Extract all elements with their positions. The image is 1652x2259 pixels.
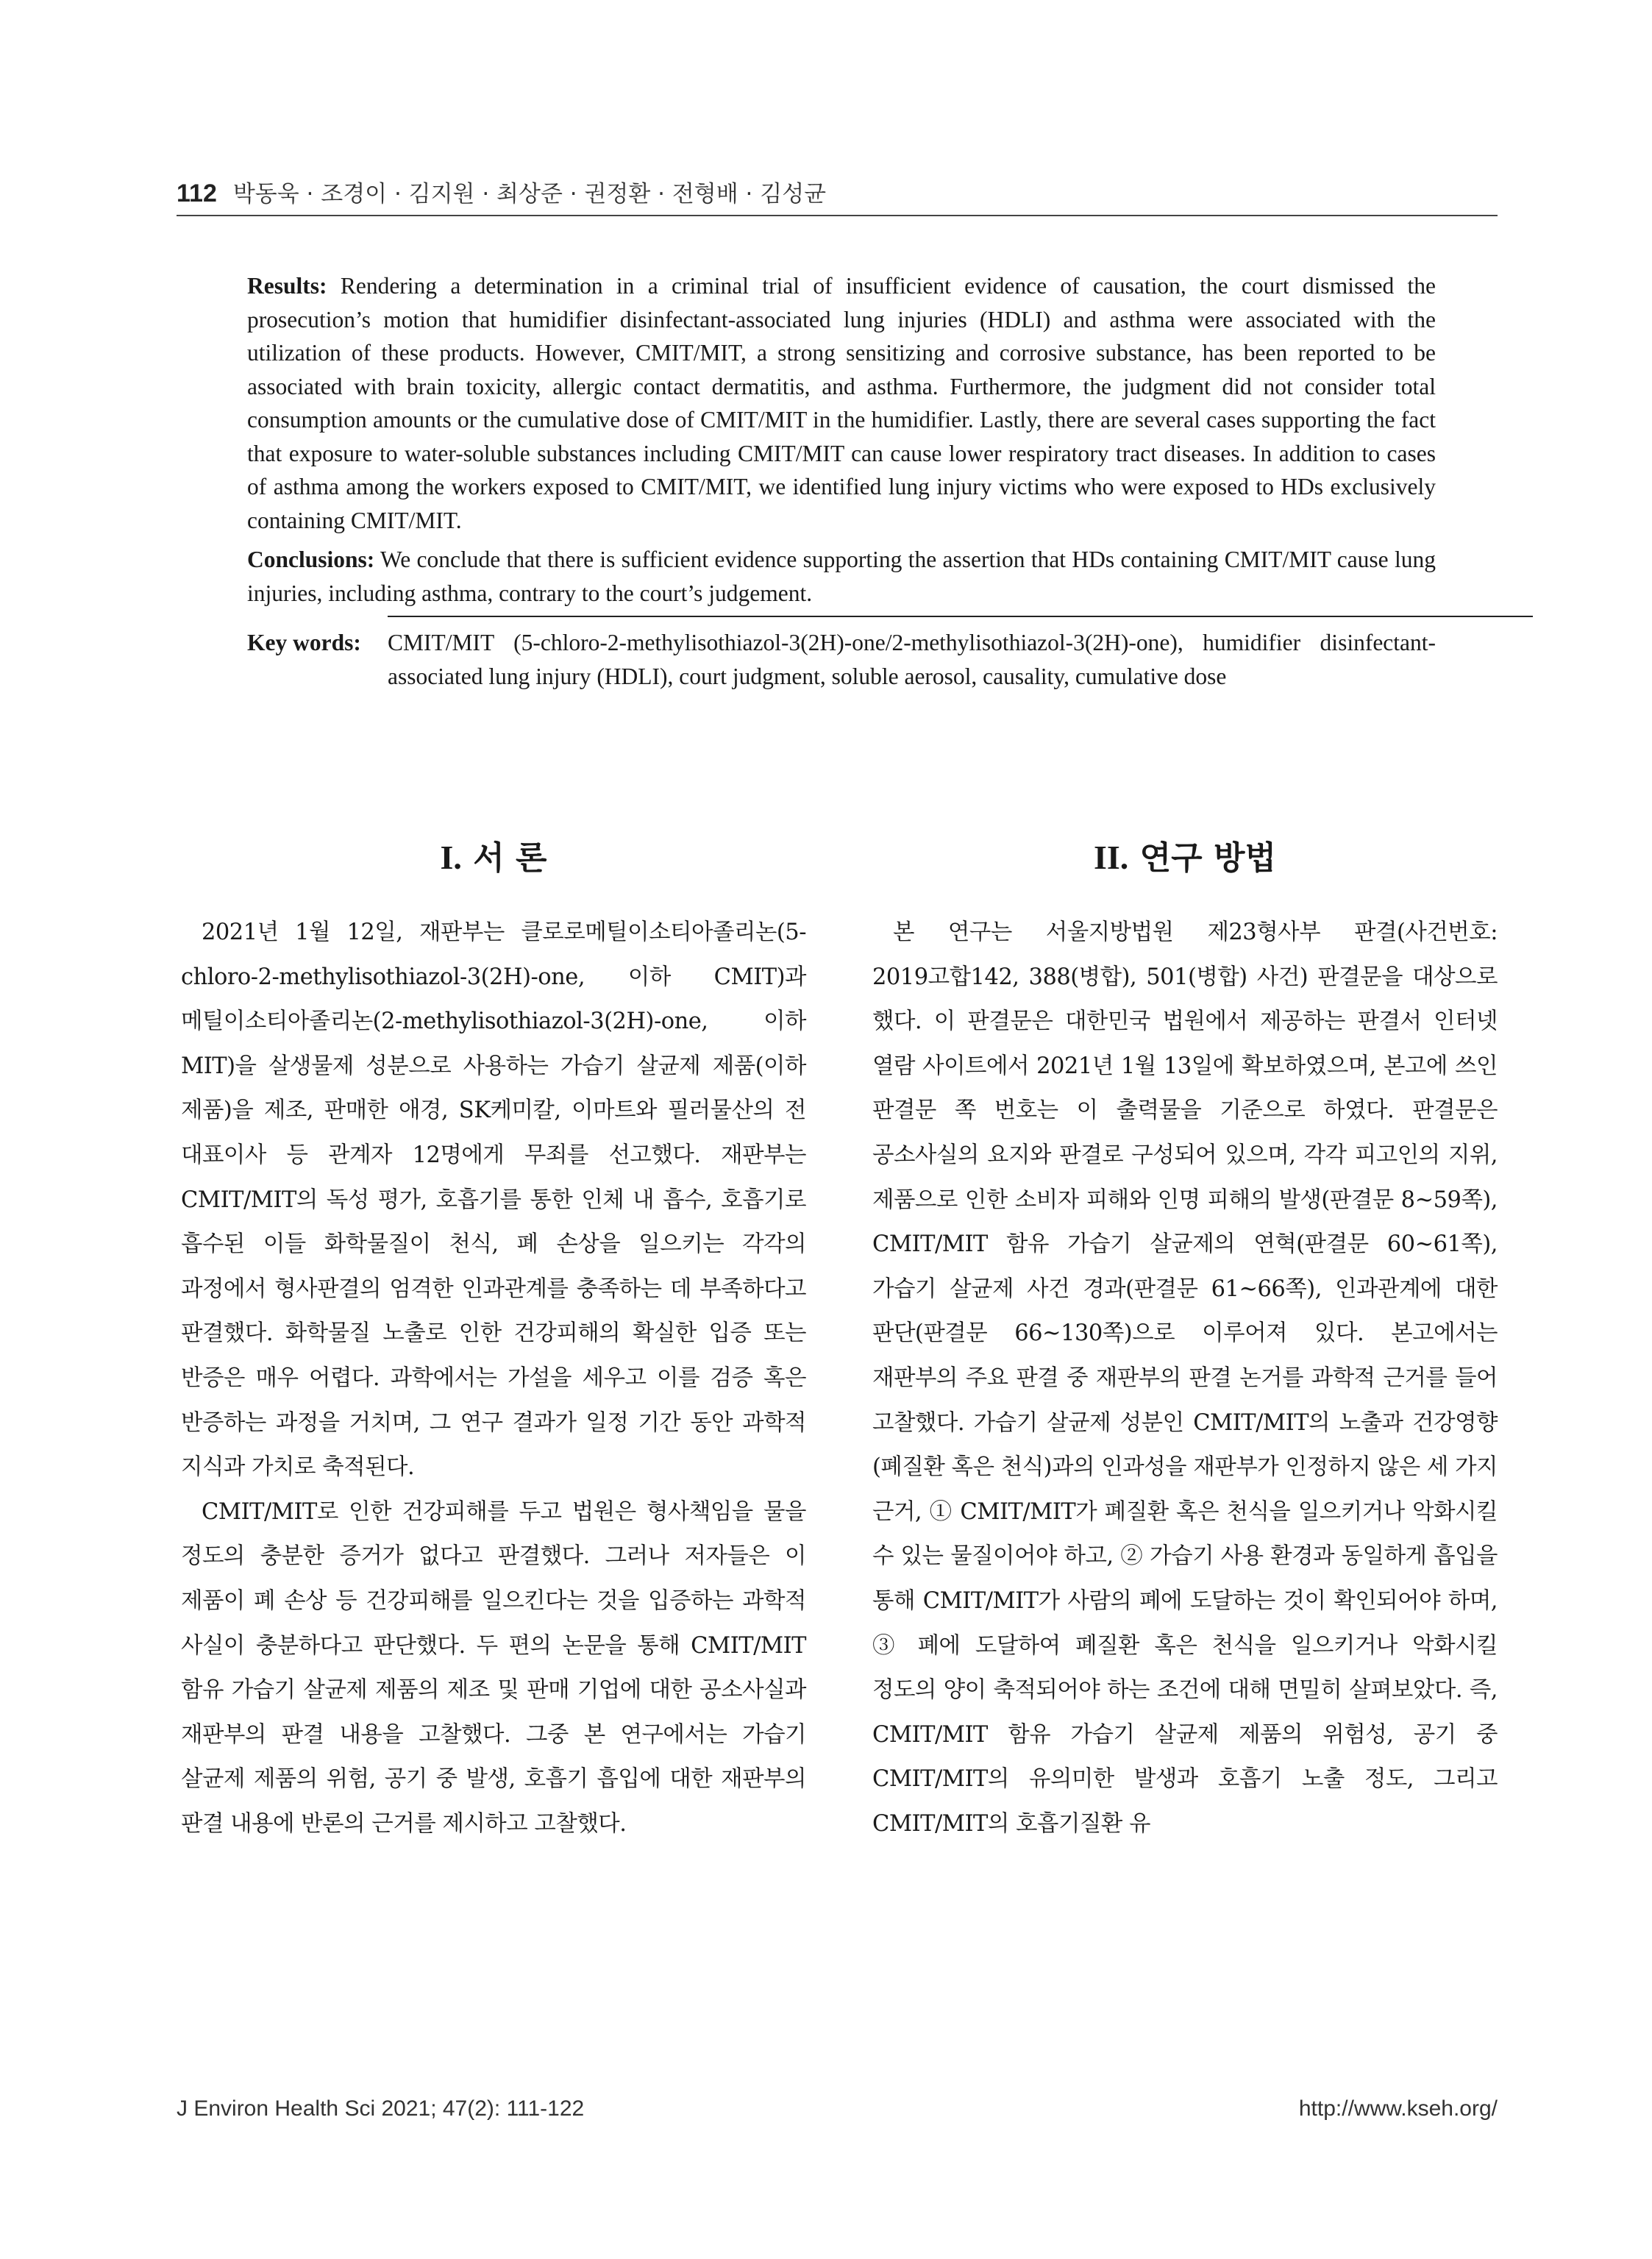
abstract-results <box>247 269 1436 537</box>
keywords-text: CMIT/MIT (5-chloro-2-methylisothiazol-3(2H)-one/2-methylisothiazol-3(2H)-one), humidifier disinfectant-associated lung injury (HDLI), court judgment, soluble aerosol, causality, cumulative dose <box>388 630 1436 689</box>
results-label: Results: <box>247 273 327 299</box>
keywords-rule <box>388 616 1533 617</box>
author-list: 박동욱 · 조경이 · 김지원 · 최상준 · 권정환 · 전형배 · 김성균 <box>232 181 827 207</box>
section-number: II. <box>1094 839 1129 876</box>
methods-body <box>872 911 1498 1846</box>
abstract-conclusions <box>247 543 1436 610</box>
introduction-body <box>181 911 806 1846</box>
section-heading-introduction <box>181 831 806 878</box>
conclusions-label: Conclusions: <box>247 547 375 572</box>
section-number: I. <box>440 839 462 876</box>
paragraph: 본 연구는 서울지방법원 제23형사부 판결(사건번호: 2019고합142, 388(병합), 501(병합) 사건) 판결문을 대상으로 했다. 이 판결문은 대한민국 법원에서 제공하는 판결서 인터넷 열람 사이트에서 2021년 1월 13일에 확보하였으며, 본고에 쓰인 판결문 쪽 번호는 이 출력물을 기준으로 하였다. 판결문은 공소사실의 요지와 판결로 구성되어 있으며, 각각 피고인의 지위, 제품으로 인한 소비자 피해와 인명 피해의 발생(판결문 8~59쪽), CMIT/MIT 함유 가습기 살균제의 연혁(판결문 60~61쪽), 가습기 살균제 사건 경과(판결문 61~66쪽), 인과관계에 대한 판단(판결문 66~130쪽)으로 이루어져 있다. 본고에서는 재판부의 주요 판결 중 재판부의 판결 논거를 과학적 근거를 들어 고찰했다. 가습기 살균제 성분인 CMIT/MIT의 노출과 건강영향(폐질환 혹은 천식)과의 인과성을 재판부가 인정하지 않은 세 가지 근거, ① CMIT/MIT가 폐질환 혹은 천식을 일으키거나 악화시킬 수 있는 물질이어야 하고, ② 가습기 사용 환경과 동일하게 흡입을 통해 CMIT/MIT가 사람의 폐에 도달하는 것이 확인되어야 하며, ③ 폐에 도달하여 폐질환 혹은 천식을 일으키거나 악화시킬 정도의 양이 축적되어야 하는 조건에 대해 면밀히 살펴보았다. 즉, CMIT/MIT 함유 가습기 살균제 제품의 위험성, 공기 중 CMIT/MIT의 유의미한 발생과 호흡기 노출 정도, 그리고 CMIT/MIT의 호흡기질환 유 <box>872 919 1498 1837</box>
abstract-block <box>247 269 1436 693</box>
conclusions-text: We conclude that there is sufficient evidence supporting the assertion that HDs containing CMIT/MIT cause lung injuries, including asthma, contrary to the court’s judgement. <box>247 547 1436 606</box>
paragraph: 2021년 1월 12일, 재판부는 클로로메틸이소티아졸리논(5-chloro-2-methylisothiazol-3(2H)-one, 이하 CMIT)과 메틸이소티아졸리논(2-methylisothiazol-3(2H)-one, 이하 MIT)을 살생물제 성분으로 사용하는 가습기 살균제 제품(이하 제품)을 제조, 판매한 애경, SK케미칼, 이마트와 필러물산의 전 대표이사 등 관계자 12명에게 무죄를 선고했다. 재판부는 CMIT/MIT의 독성 평가, 호흡기를 통한 인체 내 흡수, 호흡기로 흡수된 이들 화학물질이 천식, 폐 손상을 일으키는 각각의 과정에서 형사판결의 엄격한 인과관계를 충족하는 데 부족하다고 판결했다. 화학물질 노출로 인한 건강피해의 확실한 입증 또는 반증은 매우 어렵다. 과학에서는 가설을 세우고 이를 검증 혹은 반증하는 과정을 거치며, 그 연구 결과가 일정 기간 동안 과학적 지식과 가치로 축적된다. <box>181 919 806 1481</box>
footer-citation: J Environ Health Sci 2021; 47(2): 111-122 <box>177 2096 585 2121</box>
section-title: 서 론 <box>473 839 547 877</box>
header-rule <box>177 215 1498 216</box>
footer-url[interactable]: http://www.kseh.org/ <box>1298 2096 1498 2121</box>
results-text: Rendering a determination in a criminal trial of insufficient evidence of causation, the court dismissed the prosecution’s motion that humidifier disinfectant-associated lung injuries (HDLI) and asthma were associated with the utilization of these products. However, CMIT/MIT, a strong sensitizing and corrosive substance, has been reported to be associated with brain toxicity, allergic contact dermatitis, and asthma. Furthermore, the judgment did not consider total consumption amounts or the cumulative dose of CMIT/MIT in the humidifier. Lastly, there are several cases supporting the fact that exposure to water-soluble substances including CMIT/MIT can cause lower respiratory tract diseases. In addition to cases of asthma among the workers exposed to CMIT/MIT, we identified lung injury victims who were exposed to HDs exclusively containing CMIT/MIT. <box>247 273 1436 533</box>
page-number: 112 <box>177 179 217 207</box>
section-heading-methods <box>872 831 1498 878</box>
keywords-label: Key words: <box>247 630 361 655</box>
running-head <box>177 175 1498 208</box>
paragraph: CMIT/MIT로 인한 건강피해를 두고 법원은 형사책임을 물을 정도의 충분한 증거가 없다고 판결했다. 그러나 저자들은 이 제품이 폐 손상 등 건강피해를 일으킨다는 것을 입증하는 과학적 사실이 충분하다고 판단했다. 두 편의 논문을 통해 CMIT/MIT 함유 가습기 살균제 제품의 제조 및 판매 기업에 대한 공소사실과 재판부의 판결 내용을 고찰했다. 그중 본 연구에서는 가습기 살균제 제품의 위험, 공기 중 발생, 호흡기 흡입에 대한 재판부의 판결 내용에 반론의 근거를 제시하고 고찰했다. <box>181 1498 806 1837</box>
abstract-keywords <box>247 626 1436 693</box>
section-title: 연구 방법 <box>1139 839 1276 877</box>
